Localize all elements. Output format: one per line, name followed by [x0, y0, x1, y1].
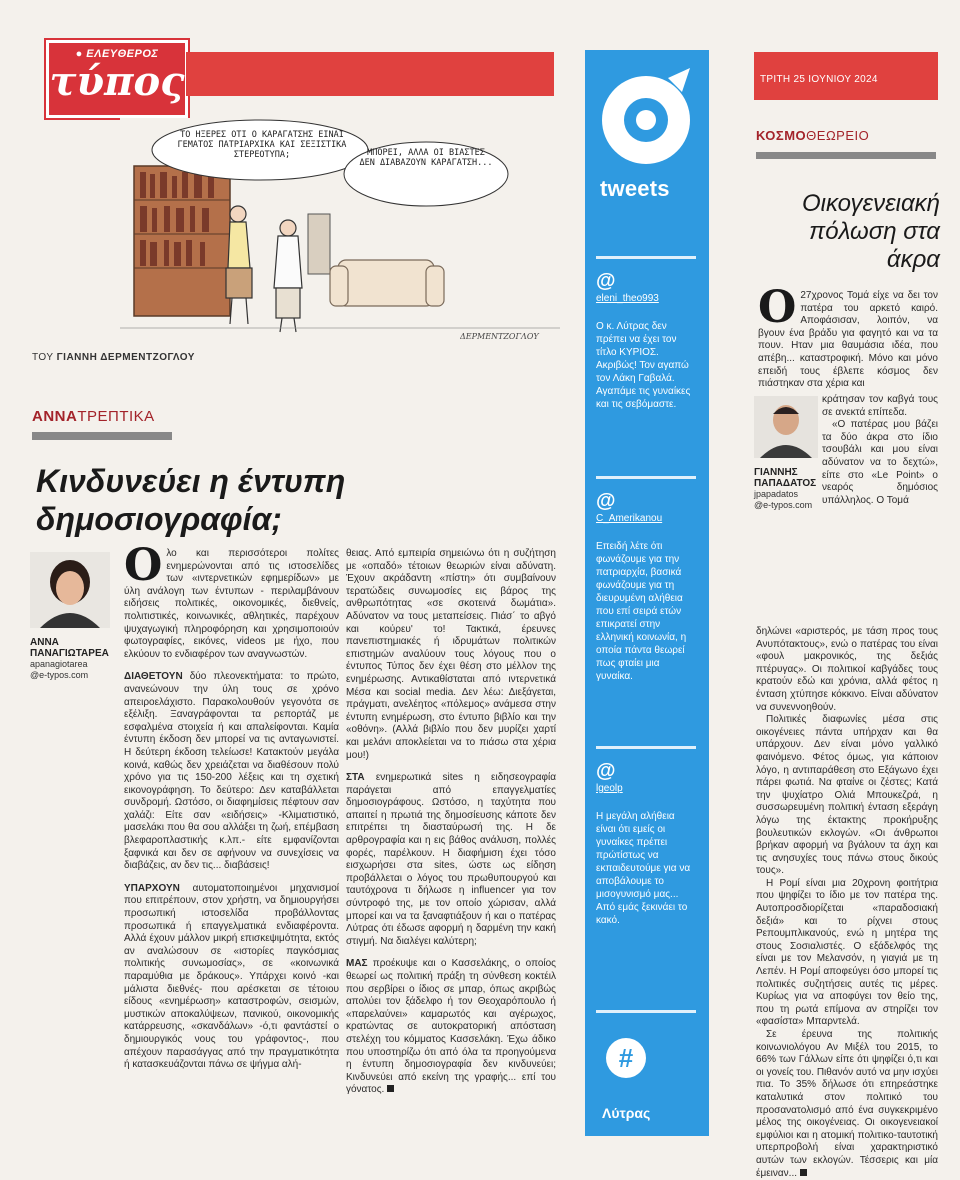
paragraph-lead: ΔΙΑΘΕΤΟΥΝ	[124, 671, 183, 683]
article-column-2	[346, 548, 556, 1107]
credit-name: ΓΙΑΝΝΗ ΔΕΡΜΕΝΤΖΟΓΛΟΥ	[56, 352, 195, 363]
author-box	[30, 552, 112, 681]
tweet-text: Ο κ. Λύτρας δεν πρέπει να έχει τον τίτλο ΚΥΡΙΟΣ. Ακριβώς! Τον αγαπώ τον Λάκη Γαβαλά. Αγαπάμε τις γυναίκες και τις σεβόμαστε.	[596, 321, 691, 410]
bubble-right-text: ΜΠΟΡΕΙ, ΑΛΛΑ ΟΙ ΒΙΑΣΤΕΣ ΔΕΝ ΔΙΑΒΑΖΟΥΝ ΚΑΡΑΓΑΤΣΗ...	[359, 148, 493, 168]
right-paragraph: Η Ρομί είναι μια 20χρονη φοιτήτρια που ψηφίζει το ίδιο με τον πατέρα της. Αυτοπροσδιορίζεται «παραδοσιακή δεξιά» και το ρίχνει στους Ρεπουμπλικανούς, ενώ η μητέρα της στους Σοσιαλιστές. Ο εξάδελφός της είναι με τον Μελανσόν, η γιαγιά με τη Λεπέν. Η Ρομί αποφεύγει όσο μπορεί τις πολιτικές συζητήσεις αυτές τις μέρες. Κυρίως για να αποφύγει τον θείο της, που τη ρωτά επίμονα αν στηρίζει τον «φασίστα» Μπαρντελά.	[756, 877, 938, 1028]
sofa-drawing	[330, 260, 444, 306]
right-column-top	[758, 282, 938, 391]
paragraph-text: ενημερωτικά sites η ειδησεογραφία παράγεται από επαγγελματίες δημοσιογράφους. Ωστόσο, η ταχύτητα που απαιτεί η πρωτιά της δημοσίευσης κάποτε δεν επιτρέπει τη διασταύρωσή της. Η δε αρθρογραφία και η εις βάθος ανάλυση, πολλές φορές, παρέλκουν. Η διαφήμιση έχει τόσο εισχωρήσει στα sites, ώστε ως είδηση προβάλλεται ο λόγος του πρωθυπουργού και ταυτόχρονα τι δήλωσε η influencer για τον σύντροφό της, με τον οποίο χώρισαν, αλλά μπορεί και να τα ξαναφτιάξουν ή και ο πατέρας Λύτρας ότι έδωσε αφορμή η δαρμένη την κακή στιγμή. Να διαλέγει καλύτερη;	[346, 772, 556, 947]
paragraph-text: προέκυψε και ο Κασσελάκης, ο οποίος θεωρεί ως πολιτική πράξη τη σύνθεση κοκτέιλ που σερβίρει ο ίδιος σε μπαρ, όπως ακριβώς απολύει τον ξάδελφο ή τον Θεοχαρόπουλο ή «παρελαύνει» καμαρωτός και αγέρωχος, κρατώντας σε αυτοκρατορική απόσταση στελέχη του κόμματος Κασσελάκη. Έχω άδικο που υποστηρίζω ότι από όλα τα προηγούμενα η έντυπη δημοσιογραφία δεν κινδυνεύει; Κινδυνεύει από εκείνη της γραφής... επί του γόνατος.	[346, 958, 556, 1096]
right-intro-text: 27χρονος Τομά είχε να δει τον πατέρα του αρκετό καιρό. Αποφάσισαν, λοιπόν, να βγουν ένα βράδυ για φαγητό και να τα πουν. Ηταν μια θαυμάσια ιδέα, που απέβη... καταστροφική. Μόνο και μόνο επειδή τους έβλεπε κόσμος δεν πιάστηκαν στα χέρια και	[758, 290, 938, 390]
section-label-rest: ΤΡΕΠΤΙΚΑ	[77, 408, 155, 425]
right-author-photo	[754, 396, 818, 458]
tweet-text: Η μεγάλη αλήθεια είναι ότι εμείς οι γυναίκες πρέπει πρώτίστως να εκπαιδευτούμε για να αποβάλουμε το μισογυνισμό μας... Από εμάς ξεκινάει το κακό.	[596, 811, 691, 926]
tweet-separator	[596, 1010, 696, 1013]
intro-text: λο και περισσότεροι πολίτες ενημερώνονται από τις ιστοσελίδες των «ιντερνετικών εφημερίδων» με ύλη ανάλογη των έντυπων - περιλαμβάνουν ειδήσεις πολιτικές, οικονομικές, διεθνείς, πολιτιστικές, κοινωνικές, αθλητικές, παρέχουν ψυχαγωγική πληροφόρηση και χρησιμοποιούν φωτογραφίες, εικόνες, videos με ήχο, που ελκύουν το ενδιαφέρον των αναγνωστών.	[124, 548, 339, 660]
issue-date: ΤΡΙΤΗ 25 ΙΟΥΝΙΟΥ 2024	[760, 74, 878, 85]
paragraph-text: θειας. Από εμπειρία σημειώνω ότι η συζήτηση με «οπαδό» τέτοιων θεωριών είναι αδύνατη. Έχουν ακράδαντη «πίστη» ότι συμβαίνουν τερατώδεις συνωμοσίες εις βάρος της ανθρωπότητας «σε σκοτεινά δωμάτια». Αδύνατον να τους μεταπείσεις. Πιάσ΄ το αβγό και κούρευ' το! Τακτικά, έρευνες πανεπιστημιακές ή ιδρυμάτων πολιτικών επιστημών αναλύουν τους λόγους που ο έντυπος Τύπος δεν έχει θέση στο μέλλον της ενημέρωσης. Αντικαθίσταται από ιντερνετικά Μέσα και social media. Δεν λέω: Διεξάγεται, πράγματι, ανελέητος «πόλεμος» ανάμεσα στην έντυπη ενημέρωση, στο έντυπο βιβλίο και την «οθόνη». (Αλλά βιβλίο που δεν μυρίζει χαρτί και μελάνι αποκλείεται να το πιάσω στα χέρια μου!)	[346, 548, 556, 761]
section-label	[32, 408, 155, 425]
tweet-separator	[596, 476, 696, 479]
author-handle: apanagiotarea	[30, 659, 88, 669]
credit-prefix: ΤΟΥ	[32, 352, 54, 363]
bookshelf-drawing	[134, 166, 230, 316]
logo-top-text: ● ΕΛΕΥΘΕΡΟΣ	[75, 48, 159, 60]
author-photo	[30, 552, 110, 628]
header-red-bar	[186, 52, 554, 96]
paragraph-lead: ΥΠΑΡΧΟΥΝ	[124, 882, 180, 894]
article-paragraph	[346, 548, 556, 762]
cartoon-credit	[32, 352, 195, 363]
tweet-separator	[596, 746, 696, 749]
window-drawing	[308, 214, 330, 274]
right-author-handle: jpapadatos	[754, 489, 799, 499]
tweet-item	[596, 270, 696, 411]
article-paragraph	[124, 883, 339, 1072]
tweet-handle[interactable]: lgeolp	[596, 783, 623, 794]
newspaper-logo	[46, 40, 188, 118]
tweet-handle[interactable]: C_Amerikanou	[596, 513, 663, 524]
right-column-bottom	[756, 626, 938, 1180]
right-paragraph: «Ο πατέρας μου βάζει τα δύο άκρα στο ίδιο τσουβάλι και μου είναι αδύνατον να το δεχτώ», είπε στο «Le Point» ο νεαρός δημόσιος υπάλληλος. Ο Τομά	[822, 419, 938, 506]
right-section-bold: ΚΟΣΜΟ	[756, 128, 807, 143]
paragraph-lead: ΣΤΑ	[346, 772, 365, 784]
right-author-email: @e-typos.com	[754, 500, 813, 510]
right-paragraph-text: Σε έρευνα της πολιτικής κοινωνιολόγου Αν Μιξέλ του 2015, το 66% των Γάλλων είπε ότι ψηφίζει ό,τι και οι γονείς του. Πιθανόν αυτό να μην ισχύει πια. Το 35% δήλωσε ότι επηρεάστηκε καταλυτικά στον πολιτικό του προσανατολισμό από ένα συγκεκριμένο μέλος της οικογένειας. Οι οικογενειακοί εμφύλιοι και η ατομική πολιτικο-ταυτοτική υπερπροβολή είναι χαρακτηριστικό αυτών των εκλογών. Τέσσερις και μία έμειναν...	[756, 1029, 938, 1179]
right-paragraph: κράτησαν τον καβγά τους σε ανεκτά επίπεδα.	[822, 394, 938, 418]
right-section-rule	[756, 152, 936, 159]
right-paragraph: δηλώνει «αριστερός, με τάση προς τους Ανυπότακτους», ενώ ο πατέρας του είναι «φουλ μακρονικός, της δεξιάς πτέρυγας». Οι πολιτικοί καβγάδες τους κρατούν εδώ και χρόνια, αλλά φέτος η ένταση χτύπησε κόκκινο. Είναι αδύνατον να συνεννοηθούν.	[756, 626, 938, 713]
cartoon-signature: ΔΕΡΜΕΝΤΖΟΓΛΟΥ	[460, 332, 539, 341]
at-icon: @	[596, 490, 616, 512]
article-paragraph	[346, 958, 556, 1097]
tweet-bird-icon	[598, 64, 694, 174]
article-column-1	[124, 540, 339, 1082]
bubble-left-text: ΤΟ ΗΞΕΡΕΣ ΟΤΙ Ο ΚΑΡΑΓΑΤΣΗΣ ΕΙΝΑΙ ΓΕΜΑΤΟΣ ΠΑΤΡΙΑΡΧΙΚΑ ΚΑΙ ΣΕΞΙΣΤΙΚΑ ΣΤΕΡΕΟΤΥΠΑ;	[177, 130, 347, 160]
right-column-beside-author	[822, 394, 938, 507]
right-paragraph: Πολιτικές διαφωνίες μέσα στις οικογένειες πάντα υπήρχαν και θα υπάρχουν. Δεν είναι μόνο γαλλικό φαινόμενο. Φέτος όμως, για κάποιον λόγο, η αντιπαράθεση στο Εξάγωνο έχει πάρει φωτιά. Να φταίνε οι ζέστες; Κατά την ψυχίατρο Ολιά Μπουκεζρά, η συσσωρευμένη πολιτική ένταση εξεράγη λόγω της έκτακτης προκήρυξης βουλευτικών εκλογών. «Οι άνθρωποι βρήκαν αφορμή να βγάλουν τα άχη και τις ανησυχίες τους πάνω στους δικούς τους».	[756, 714, 938, 877]
right-headline: Οικογενειακή πόλωση στα άκρα	[801, 190, 940, 273]
paragraph-text: αυτοματοποιημένοι μηχανισμοί που επιτρέπουν, στον χρήστη, να δημιουργήσει προσωπική ιστοσελίδα προβάλλοντας προσωπικά ή επαγγελματικά ενδιαφέροντα. Αλλά έχουν μάλλον μικρή επισκεψιμότητα, εκτός αν αναλώσουν σε «ιστορίες παγκόσμιας πολιτικής συνωμοσίας», σε «κοινωνικά παραμύθια με δράκους». Υπάρχει κοινό -και μάλιστα διεθνές- που αρέσκεται σε τέτοιου είδους «ενημέρωση» καταστροφών, σεισμών, μυστικών αποκαλύψεων, πανικού, οικονομικής κατάρρευσης, «σκανδάλων» -ό,τι φαντάστεί ο δημιουργικός νους του γράφοντος-, που απέχουν παρασάγγας από την πραγματικότητα ή κατασκευάζονται πάνω σε ψήγμα αλή-	[124, 882, 339, 1071]
author-name: ΑΝΝΑ ΠΑΝΑΓΙΩΤΑΡΕΑ	[30, 637, 109, 659]
paragraph-text: δύο πλεονεκτήματα: το πρώτο, ανανεώνουν την ύλη τους σε χρόνο απειροελάχιστο. Παρακολουθούν γεγονότα σε εξέλιξη. Ξαναγράφονται τα ρεπορτάζ με εσφαλμένα στοιχεία ή και απαλείφονται. Καμία έντυπη έκδοση δεν μπορεί να τις ανταγωνιστεί. Η δεύτερη έκδοση τελείωσε! Κατακτούν μεγάλα κοινά, καθώς δεν χρειάζεται να διαθέσουν πολύ χρόνο για τις 150-200 λέξεις και τη σχετική εικονογράφηση. Το δεύτερο: Δεν καταβάλλεται συνδρομή. Ωστόσο, οι διαφημίσεις πέφτουν σαν χαλάζι: Είτε σαν «ειδήσεις» -Κλιματιστικό, μασελάκι που θα σου αλλάξει τη ζωή, επέμβαση βλεφαροπλαστικής κ.λπ.- είτε εμφανίζονται ξαφνικά και δεν σε αφήνουν να συνεχίσεις να διαβάζεις, αν δεν τις... διαβάσεις!	[124, 671, 339, 872]
right-section-label	[756, 128, 869, 143]
at-icon: @	[596, 270, 616, 292]
right-author-name: ΓΙΑΝΝΗΣ ΠΑΠΑΔΑΤΟΣ	[754, 467, 817, 489]
man-figure	[274, 220, 302, 332]
drop-cap: Ο	[124, 540, 163, 591]
tweet-handle[interactable]: eleni_theo993	[596, 293, 659, 304]
author-email: @e-typos.com	[30, 670, 89, 680]
right-author-box	[754, 396, 820, 511]
cartoon-illustration	[120, 118, 560, 348]
section-rule	[32, 432, 172, 440]
paragraph-lead: ΜΑΣ	[346, 958, 368, 970]
tweet-text: Επειδή λέτε ότι φωνάζουμε για την πατριαρχία, βασικά φωνάζουμε για τη διευρυμένη αλήθεια που επί σειρά ετών επικρατεί στην ελληνική κοινωνία, η οποία πάντα θεωρεί πως φταίει μια γυναίκα.	[596, 541, 687, 682]
right-paragraph	[756, 1029, 938, 1180]
article-intro	[124, 540, 339, 661]
right-drop-cap: Ο	[758, 282, 797, 333]
hashtag-label[interactable]: Λύτρας	[602, 1105, 651, 1121]
article-paragraph	[124, 671, 339, 873]
tweets-title: tweets	[600, 176, 670, 201]
end-mark-icon	[800, 1169, 807, 1176]
article-headline: Κινδυνεύει η έντυπη δημοσιογραφία;	[36, 463, 346, 537]
logo-main-text: τύπος	[49, 58, 185, 105]
at-icon: @	[596, 760, 616, 782]
section-label-bold: ΑΝΝΑ	[32, 408, 78, 425]
tweet-item	[596, 490, 696, 683]
end-mark-icon	[387, 1085, 394, 1092]
tweet-item	[596, 760, 696, 927]
article-paragraph	[346, 772, 556, 948]
right-section-rest: ΘΕΩΡΕΙΟ	[806, 128, 870, 143]
tweet-separator	[596, 256, 696, 259]
hashtag-icon: #	[606, 1038, 646, 1078]
